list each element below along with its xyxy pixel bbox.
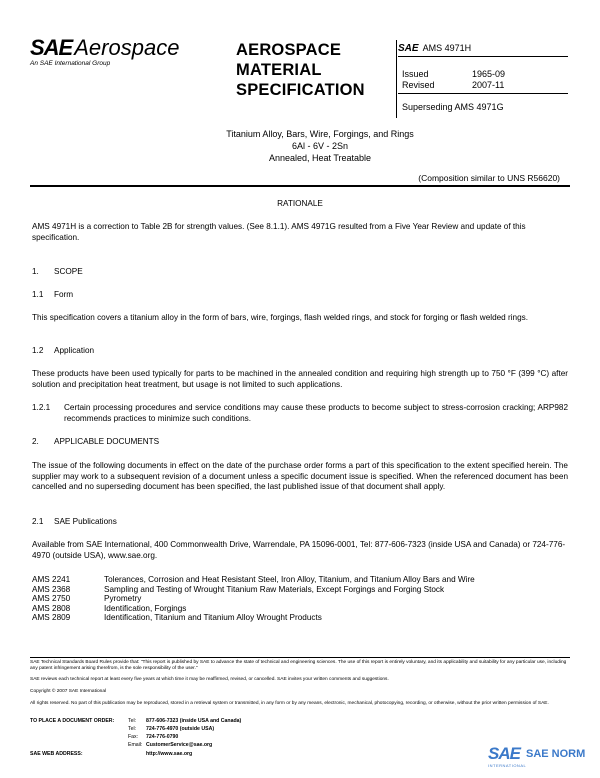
doc-title: Sampling and Testing of Wrought Titanium Raw Materials, Except Forgings and Forging Stock [104, 584, 445, 594]
composition-note: (Composition similar to UNS R56620) [418, 173, 560, 183]
sae-publications-text: Available from SAE International, 400 Commonwealth Drive, Warrendale, PA 15096-0001, Tel: 877-606-7323 (inside USA and Canada) or 724-776-4970 (outside USA), www.sae.org. [32, 540, 566, 560]
doc-number: AMS 2808 [32, 603, 71, 613]
revised-value: 2007-11 [472, 80, 505, 90]
standard-number: AMS 4971H [422, 43, 472, 53]
logo-aerospace-text: Aerospace [74, 35, 180, 60]
application-text: These products have been used typically for parts to be machined in the annealed condition and requiring high strength up to 750 °F (399 °C) after solution and precipitation heat treatment, but usage is not limited to such applications. [32, 369, 568, 389]
doc-title: Tolerances, Corrosion and Heat Resistant Steel, Iron Alloy, Titanium, and Titanium Alloy Bars and Wire [104, 575, 475, 584]
title-line: SPECIFICATION [236, 81, 365, 99]
revised-label: Revised [402, 80, 435, 90]
sae-aerospace-logo [30, 36, 205, 67]
stress-corrosion-text: Certain processing procedures and service conditions may cause these products to become subject to stress-corrosion cracking; ARP982 recommends practices to minimize such conditions. [64, 403, 568, 423]
watermark-sae-logo: SAE [488, 744, 520, 763]
header-divider [396, 40, 397, 118]
doc-title: Identification, Titanium and Titanium Alloy Wrought Products [104, 613, 322, 623]
doc-title: Identification, Forgings [104, 603, 187, 613]
form-text: This specification covers a titanium alloy in the form of bars, wire, forgings, flash welded rings, and stock for forging or flash welded rings. [32, 313, 529, 322]
section-title: Application [54, 346, 95, 355]
web-address: http://www.sae.org [146, 751, 193, 757]
footer-rights: All rights reserved. No part of this publication may be reproduced, stored in a retrieval system or transmitted, in any form or by any means, electronic, mechanical, photocopying, recording, or otherwise, without the prior written permission of SAE. [30, 701, 549, 706]
fax-label: Fax: [128, 734, 139, 740]
issue-dates [398, 57, 568, 94]
section-1-1-heading [32, 290, 568, 301]
referenced-documents-list [32, 575, 568, 623]
rationale-text: AMS 4971H is a correction to Table 2B for strength values. (See 8.1.1). AMS 4971G resulted from a Five Year Review and update of this specification. [32, 222, 526, 242]
section-title: Form [54, 290, 74, 299]
table-row [32, 604, 475, 614]
section-number: 2. [32, 437, 39, 446]
doc-title: Pyrometry [104, 594, 142, 604]
table-row [32, 585, 475, 595]
table-row [32, 575, 475, 585]
section-number: 1.1 [32, 290, 44, 299]
section-number: 1.2 [32, 346, 44, 355]
logo-subtitle: An SAE International Group [30, 60, 111, 67]
section-title: SCOPE [54, 267, 83, 276]
tel-label: Tel: [128, 718, 137, 724]
logo-sae-text: SAE [30, 35, 73, 60]
section-number: 1. [32, 267, 39, 276]
footer-rule [30, 657, 570, 658]
section-number: 1.2.1 [32, 403, 51, 412]
rationale-heading: RATIONALE [277, 199, 323, 208]
superseding-note: Superseding AMS 4971G [402, 102, 504, 112]
issued-value: 1965-09 [472, 69, 506, 79]
tel-outside-usa: 724-776-4970 (outside USA) [146, 726, 215, 732]
title-line: MATERIAL [236, 61, 322, 79]
web-label: SAE WEB ADDRESS: [30, 751, 83, 757]
fax-number: 724-776-0790 [146, 734, 179, 740]
table-row [32, 594, 475, 604]
applicable-text: The issue of the following documents in effect on the date of the purchase order forms a part of this specification to the extent specified herein. The supplier may work to a subsequent revision of a document unless a specific document issue is specified. When the referenced document has been cancelled and no superseding document has been specified, the last published issue of that document shall apply. [32, 461, 568, 491]
doc-number: AMS 2809 [32, 613, 71, 623]
email-address: CustomerService@sae.org [146, 742, 213, 748]
order-contact-block [30, 718, 430, 778]
watermark-subtext: INTERNATIONAL [488, 763, 527, 768]
material-title-line3: Annealed, Heat Treatable [268, 153, 372, 163]
material-title-line2: 6Al - 6V - 2Sn [291, 141, 349, 151]
sae-norm-watermark [488, 744, 593, 770]
section-1-2-1 [32, 403, 568, 424]
section-title: SAE Publications [54, 517, 117, 526]
section-title: APPLICABLE DOCUMENTS [54, 437, 160, 446]
title-rule [30, 185, 570, 187]
doc-number: AMS 2368 [32, 584, 71, 594]
material-title-line1: Titanium Alloy, Bars, Wire, Forgings, and Rings [226, 129, 414, 139]
tel-label: Tel: [128, 726, 137, 732]
section-number: 2.1 [32, 517, 44, 526]
section-1-heading [32, 267, 568, 278]
document-type-title [236, 40, 386, 100]
section-1-2-heading [32, 346, 568, 357]
material-title-block [120, 128, 520, 164]
footer-disclaimer: SAE Technical Standards Board Rules provide that: "This report is published by SAE to advance the state of technical and engineering sciences. The use of this report is entirely voluntary, and its applicability and suitability for any particular use, including any patent infringement arising therefrom, is the sole responsibility of the user." [30, 660, 567, 671]
standard-sae-mark: SAE [398, 43, 419, 54]
email-label: Email: [128, 742, 143, 748]
title-line: AEROSPACE [236, 41, 342, 59]
section-2-1-heading [32, 517, 568, 528]
standard-info-box [398, 40, 568, 113]
tel-inside-usa: 877-606-7323 (inside USA and Canada) [146, 718, 242, 724]
watermark-norm-text: SAE NORM [526, 748, 586, 760]
footer-review-note: SAE reviews each technical report at least every five years at which time it may be reaffirmed, revised, or cancelled. SAE invites your written comments and suggestions. [30, 677, 389, 682]
order-label: TO PLACE A DOCUMENT ORDER: [30, 718, 115, 724]
footer-copyright: Copyright © 2007 SAE International [30, 689, 107, 694]
doc-number: AMS 2750 [32, 594, 71, 604]
section-2-heading [32, 437, 568, 448]
standard-number-row [398, 40, 568, 57]
issued-label: Issued [402, 69, 429, 79]
table-row [32, 613, 475, 623]
doc-number: AMS 2241 [32, 575, 71, 584]
